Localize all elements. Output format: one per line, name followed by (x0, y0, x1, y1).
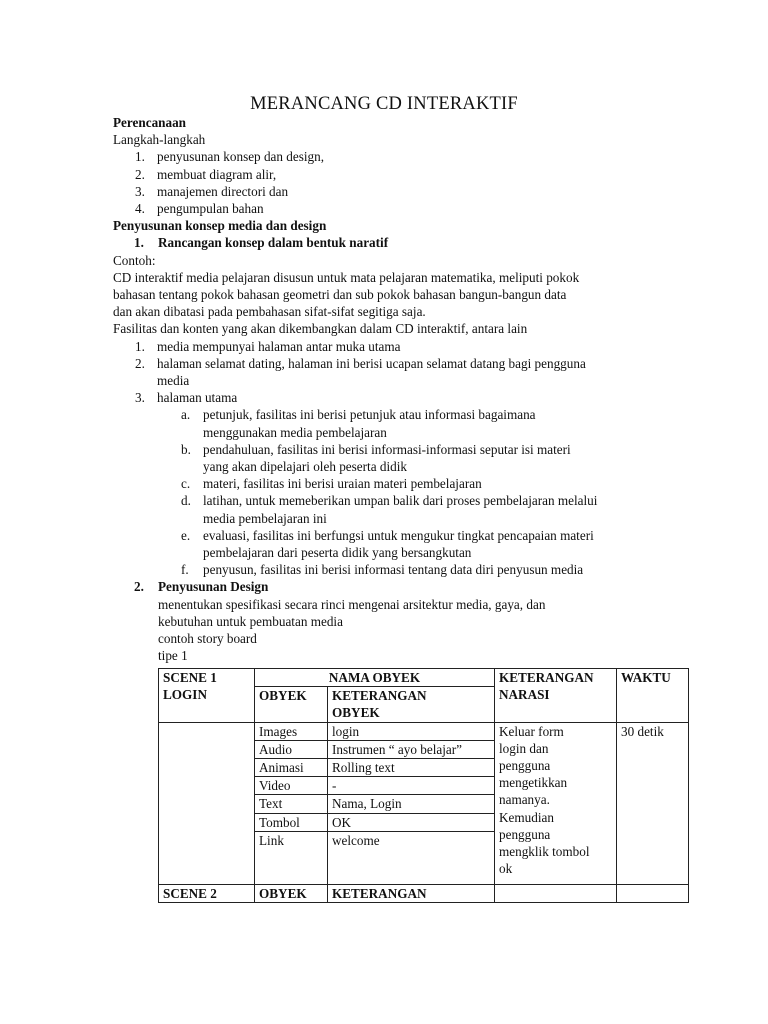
table-cell (159, 722, 255, 884)
list-item: 2. membuat diagram alir, (135, 166, 277, 182)
table-cell (617, 884, 689, 902)
list-item: e. evaluasi, fasilitas ini berfungsi untuk mengukur tingkat pencapaian materi pembelajaran dari peserta didik yang bersangkutan (181, 527, 594, 561)
table-row (159, 884, 689, 902)
storyboard-table (158, 668, 689, 903)
list-item: a. petunjuk, fasilitas ini berisi petunjuk atau informasi bagaimana menggunakan media pembelajaran (181, 407, 536, 440)
table-row (159, 669, 689, 687)
table-cell (495, 884, 617, 902)
section-2-body: menentukan spesifikasi secara rinci mengenai arsitektur media, gaya, dan kebutuhan untuk pembuatan media contoh story board tipe 1 (158, 596, 546, 664)
fasilitas-list (113, 338, 673, 407)
page-title: MERANCANG CD INTERAKTIF (250, 94, 518, 114)
paragraph-line: CD interaktif media pelajaran disusun untuk mata pelajaran matematika, meliputi pokok (113, 269, 580, 285)
langkah-list (113, 148, 673, 217)
subheading-langkah: Langkah-langkah (113, 132, 206, 148)
list-item: f. penyusun, fasilitas ini berisi informasi tentang data diri penyusun media (181, 562, 584, 578)
section-1-title: 1. Rancangan konsep dalam bentuk naratif (134, 235, 389, 251)
list-item: b. pendahuluan, fasilitas ini berisi informasi-informasi seputar isi materi yang akan dipelajari oleh peserta didik (181, 441, 571, 475)
table-cell: Nama, Login (328, 795, 495, 813)
fasilitas-intro: Fasilitas dan konten yang akan dikembangkan dalam CD interaktif, antara lain (113, 321, 528, 337)
table-cell: login (328, 722, 495, 740)
table-cell: Link (255, 831, 328, 884)
halaman-utama-list (113, 406, 673, 578)
list-item: d. latihan, untuk memeberikan umpan balik dari proses pembelajaran melalui media pembelajaran ini (181, 493, 598, 526)
table-cell: OK (328, 813, 495, 831)
section-2-title: 2. Penyusunan Design (134, 579, 269, 595)
table-cell: 30 detik (617, 722, 689, 884)
table-cell: Video (255, 777, 328, 795)
table-header: OBYEK (255, 687, 328, 722)
table-row (159, 722, 689, 740)
table-cell: KETERANGAN (328, 884, 495, 902)
table-header: NAMA OBYEK (255, 669, 495, 687)
table-cell: Instrumen “ ayo belajar” (328, 740, 495, 758)
list-item: 3. halaman utama (135, 390, 238, 406)
table-header: KETERANGAN NARASI (495, 669, 617, 723)
table-cell: Text (255, 795, 328, 813)
heading-perencanaan: Perencanaan (113, 115, 187, 130)
table-cell: - (328, 777, 495, 795)
paragraph-line: bahasan tentang pokok bahasan geometri dan sub pokok bahasan bangun-bangun data (113, 287, 567, 303)
table-cell: Keluar form login dan pengguna mengetikkan namanya. Kemudian pengguna mengklik tombol ok (495, 722, 617, 884)
table-cell: Rolling text (328, 759, 495, 777)
paragraph-line: dan akan dibatasi pada pembahasan sifat-sifat segitiga saja. (113, 304, 426, 320)
list-item: 1. penyusunan konsep dan design, (135, 149, 325, 165)
table-cell: Animasi (255, 759, 328, 777)
table-cell: SCENE 2 (159, 884, 255, 902)
list-item: 4. pengumpulan bahan (135, 201, 264, 217)
table-cell: welcome (328, 831, 495, 884)
table-cell: OBYEK (255, 884, 328, 902)
table-cell: Tombol (255, 813, 328, 831)
table-header: KETERANGAN OBYEK (328, 687, 495, 722)
list-item: 3. manajemen directori dan (135, 183, 289, 199)
list-item: 2. halaman selamat dating, halaman ini berisi ucapan selamat datang bagi pengguna media (135, 355, 586, 389)
table-cell: SCENE 1 LOGIN (159, 669, 255, 723)
list-item: c. materi, fasilitas ini berisi uraian materi pembelajaran (181, 476, 482, 492)
list-item: 1. media mempunyai halaman antar muka utama (135, 338, 401, 354)
table-cell: Images (255, 722, 328, 740)
table-cell: Audio (255, 740, 328, 758)
document-body (113, 114, 673, 665)
contoh-label: Contoh: (113, 252, 156, 268)
heading-penyusunan: Penyusunan konsep media dan design (113, 218, 327, 234)
table-header: WAKTU (617, 669, 689, 723)
